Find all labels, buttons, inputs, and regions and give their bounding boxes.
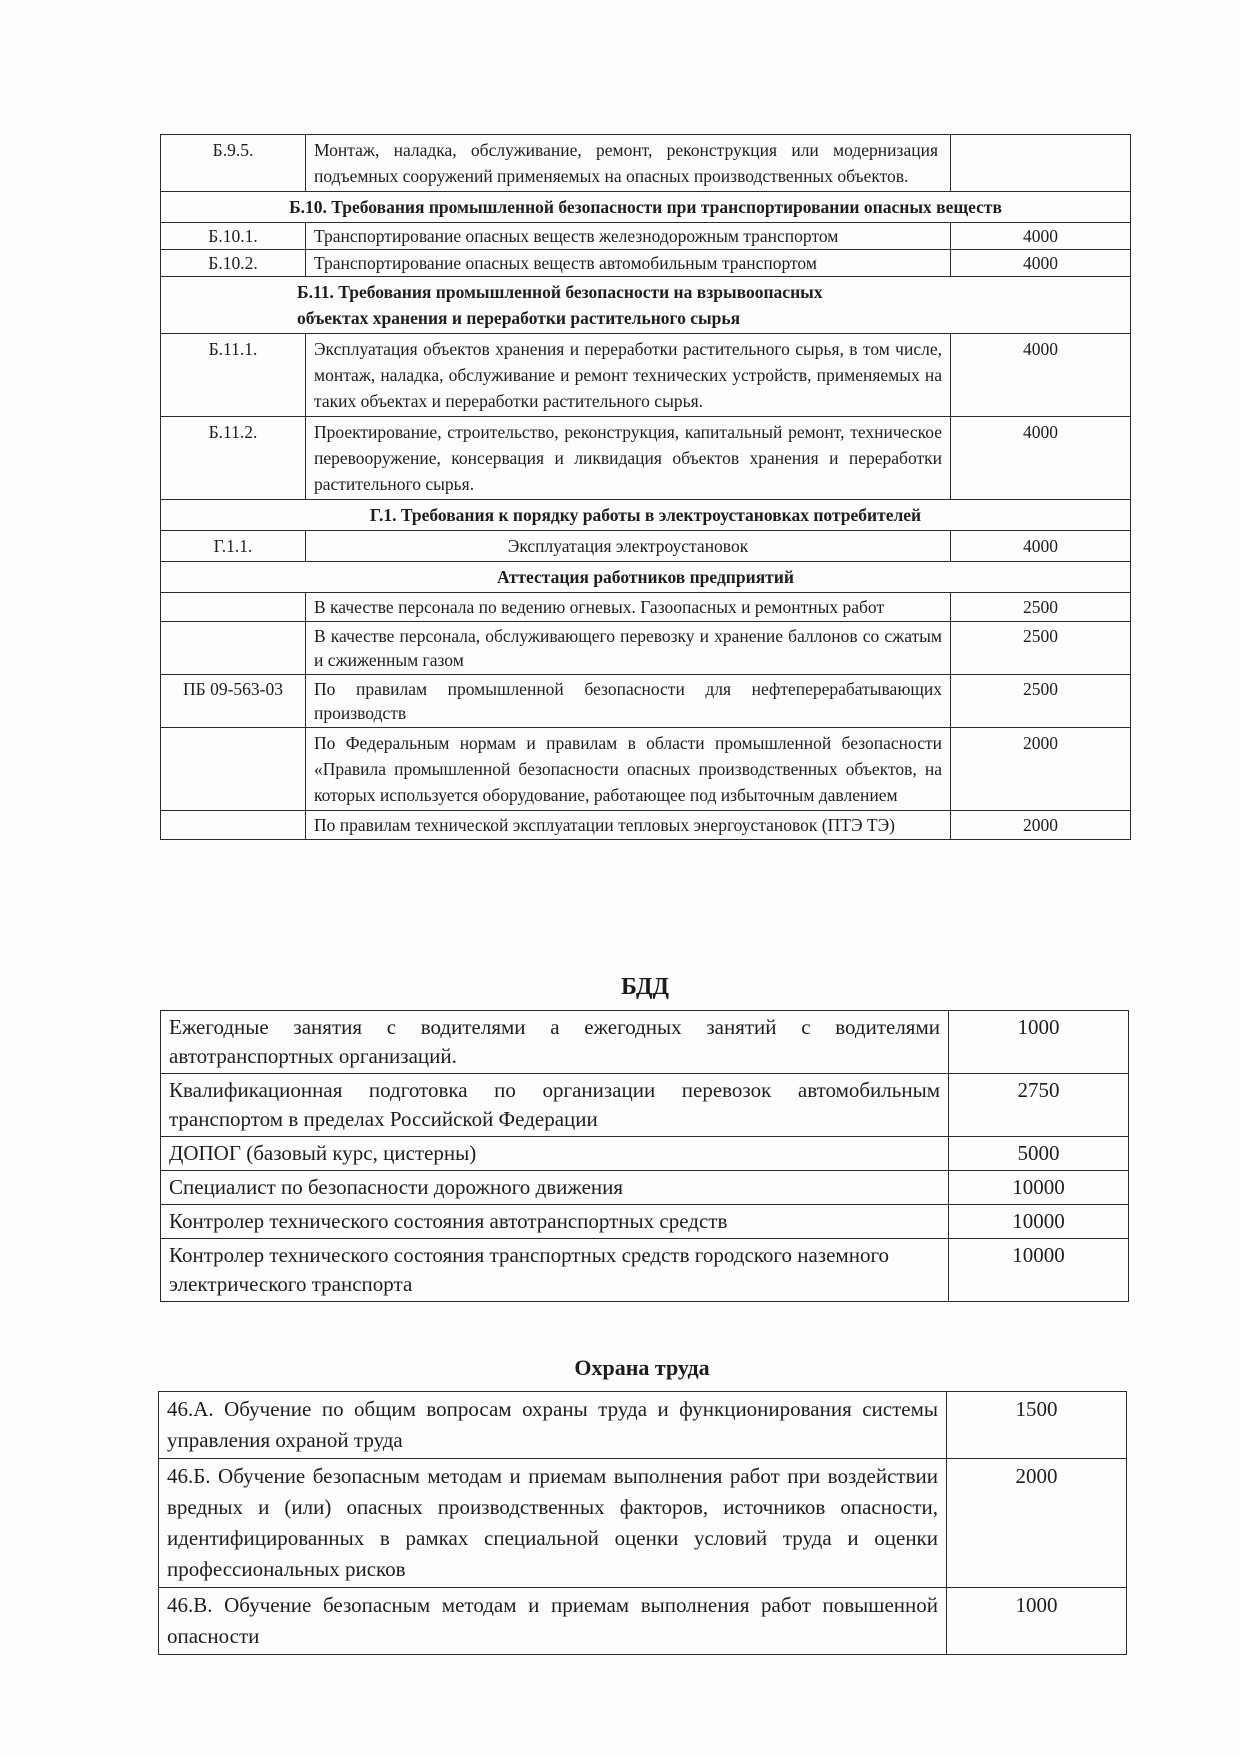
table-row	[161, 1074, 1129, 1137]
row-code: Б.10.2.	[161, 250, 306, 277]
row-text: Транспортирование опасных веществ железнодорожным транспортом	[306, 223, 951, 250]
section-header-row	[161, 277, 1131, 334]
row-text: Эксплуатация объектов хранения и переработки растительного сырья, в том числе, монтаж, наладка, обслуживание и ремонт технических устройств, применяемых на таких объектах и переработки растительного сырья.	[306, 334, 951, 417]
table-row	[161, 334, 1131, 417]
row-price: 10000	[949, 1239, 1129, 1302]
labour-protection-table	[158, 1391, 1127, 1655]
row-price: 2000	[951, 728, 1131, 811]
row-text: Специалист по безопасности дорожного движения	[161, 1171, 949, 1205]
table-row	[161, 622, 1131, 675]
row-text: 46.В. Обучение безопасным методам и приемам выполнения работ повышенной опасности	[159, 1588, 947, 1655]
section-header-row	[161, 192, 1131, 223]
row-text: Монтаж, наладка, обслуживание, ремонт, реконструкция или модернизация подъемных сооружений применяемых на опасных производственных объектов.	[306, 135, 951, 192]
row-price: 4000	[951, 223, 1131, 250]
row-text: По Федеральным нормам и правилам в области промышленной безопасности «Правила промышленной безопасности опасных производственных объектов, на которых используется оборудование, работающее под избыточным давлением	[306, 728, 951, 811]
row-text: По правилам промышленной безопасности для нефтеперерабатывающих производств	[306, 675, 951, 728]
section-title-line: объектах хранения и переработки растительного сырья	[297, 308, 741, 328]
row-text: В качестве персонала по ведению огневых. Газоопасных и ремонтных работ	[306, 593, 951, 622]
row-price: 1500	[947, 1392, 1127, 1459]
table-row	[161, 1171, 1129, 1205]
row-code: Б.9.5.	[161, 135, 306, 192]
row-code: Б.10.1.	[161, 223, 306, 250]
row-code	[161, 593, 306, 622]
table-row	[161, 1205, 1129, 1239]
table-row	[161, 1239, 1129, 1302]
row-text: По правилам технической эксплуатации тепловых энергоустановок (ПТЭ ТЭ)	[306, 811, 951, 840]
row-price: 4000	[951, 250, 1131, 277]
row-code	[161, 811, 306, 840]
table-row	[161, 675, 1131, 728]
row-text: 46.А. Обучение по общим вопросам охраны труда и функционирования системы управления охраной труда	[159, 1392, 947, 1459]
section-title-g1: Г.1. Требования к порядку работы в электроустановках потребителей	[161, 500, 1131, 531]
row-text: В качестве персонала, обслуживающего перевозку и хранение баллонов со сжатым и сжиженным газом	[306, 622, 951, 675]
table-row	[161, 250, 1131, 277]
row-code: Б.11.1.	[161, 334, 306, 417]
row-price: 10000	[949, 1205, 1129, 1239]
section-title-b10: Б.10. Требования промышленной безопасности при транспортировании опасных веществ	[161, 192, 1131, 223]
row-code: ПБ 09-563-03	[161, 675, 306, 728]
row-price: 5000	[949, 1137, 1129, 1171]
labour-protection-heading: Охрана труда	[574, 1355, 710, 1380]
row-price: 1000	[947, 1588, 1127, 1655]
row-price: 2000	[947, 1459, 1127, 1588]
row-text: Контролер технического состояния автотранспортных средств	[161, 1205, 949, 1239]
row-price: 2500	[951, 675, 1131, 728]
table-row	[161, 223, 1131, 250]
row-price	[951, 135, 1131, 192]
section-header-row	[161, 562, 1131, 593]
table-row	[161, 531, 1131, 562]
row-price: 2500	[951, 593, 1131, 622]
section-header-row	[161, 500, 1131, 531]
table-row	[161, 728, 1131, 811]
section-title-b11	[161, 277, 1131, 334]
table-row	[161, 417, 1131, 500]
row-price: 4000	[951, 417, 1131, 500]
table-row	[159, 1392, 1127, 1459]
table-row	[161, 593, 1131, 622]
row-text: Ежегодные занятия с водителями а ежегодных занятий с водителями автотранспортных организаций.	[161, 1011, 949, 1074]
row-price: 1000	[949, 1011, 1129, 1074]
row-price: 4000	[951, 531, 1131, 562]
row-text: Контролер технического состояния транспортных средств городского наземного электрического транспорта	[161, 1239, 949, 1302]
row-text: Квалификационная подготовка по организации перевозок автомобильным транспортом в пределах Российской Федерации	[161, 1074, 949, 1137]
row-code	[161, 728, 306, 811]
industrial-safety-table	[160, 134, 1131, 840]
row-code	[161, 622, 306, 675]
table-row	[161, 135, 1131, 192]
row-text: 46.Б. Обучение безопасным методам и приемам выполнения работ при воздействии вредных и (или) опасных производственных факторов, источников опасности, идентифицированных в рамках специальной оценки условий труда и оценки профессиональных рисков	[159, 1459, 947, 1588]
row-code: Б.11.2.	[161, 417, 306, 500]
table-row	[161, 1011, 1129, 1074]
row-price: 2500	[951, 622, 1131, 675]
section-title-line: Б.11. Требования промышленной безопасности на взрывоопасных	[297, 282, 823, 302]
row-price: 4000	[951, 334, 1131, 417]
table-row	[159, 1459, 1127, 1588]
row-text: ДОПОГ (базовый курс, цистерны)	[161, 1137, 949, 1171]
row-price: 2750	[949, 1074, 1129, 1137]
row-price: 10000	[949, 1171, 1129, 1205]
section-title-attestation: Аттестация работников предприятий	[161, 562, 1131, 593]
table-row	[159, 1588, 1127, 1655]
row-price: 2000	[951, 811, 1131, 840]
table-row	[161, 1137, 1129, 1171]
row-code: Г.1.1.	[161, 531, 306, 562]
bdd-table	[160, 1010, 1129, 1302]
table-row	[161, 811, 1131, 840]
row-text: Эксплуатация электроустановок	[306, 531, 951, 562]
row-text: Транспортирование опасных веществ автомобильным транспортом	[306, 250, 951, 277]
row-text: Проектирование, строительство, реконструкция, капитальный ремонт, техническое перевооружение, консервация и ликвидация объектов хранения и переработки растительного сырья.	[306, 417, 951, 500]
bdd-heading: БДД	[621, 974, 669, 1000]
